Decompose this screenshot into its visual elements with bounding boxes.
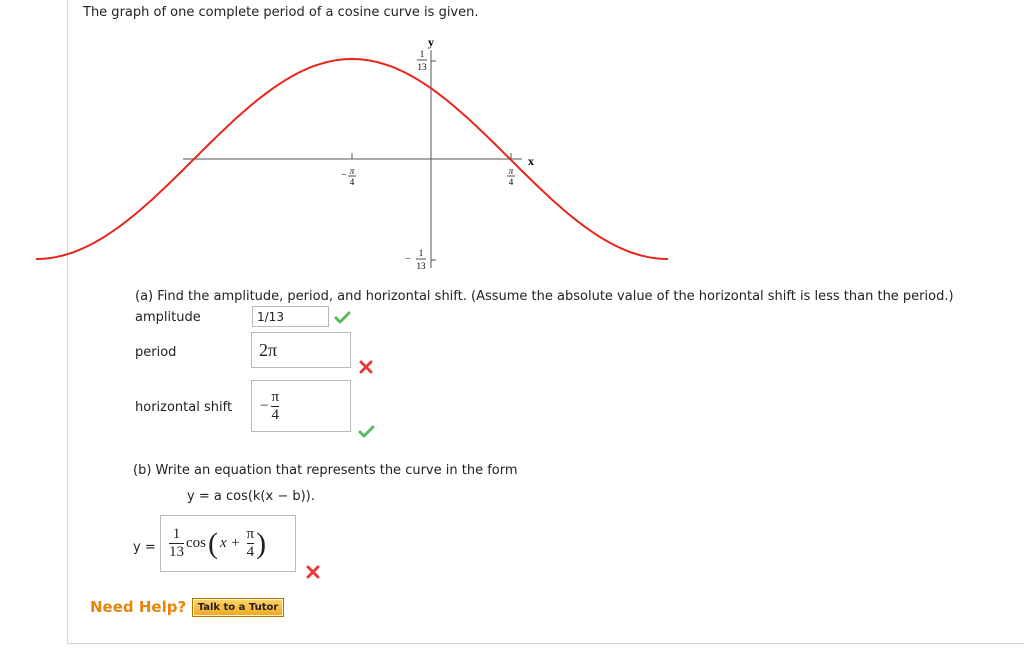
y-top-num: 1 xyxy=(419,49,425,59)
cosine-graph xyxy=(0,0,1024,290)
correct-check-icon xyxy=(334,311,352,325)
part-b-prompt: (b) Write an equation that represents the curve in the form xyxy=(133,463,518,478)
shift-sign: − xyxy=(260,397,269,414)
eq-var: x + xyxy=(220,535,241,551)
y-top-den: 13 xyxy=(417,62,427,72)
x-axis-label: x xyxy=(528,154,534,168)
amplitude-label: amplitude xyxy=(135,310,201,325)
y-bottom-sign: − xyxy=(405,254,411,265)
right-paren: ) xyxy=(256,526,267,560)
part-a-prompt: (a) Find the amplitude, period, and horizontal shift. (Assume the absolute value of the horizontal shift is less than the period.) xyxy=(135,289,954,304)
amplitude-input[interactable]: 1/13 xyxy=(252,306,329,327)
horizontal-shift-input[interactable] xyxy=(251,380,351,432)
period-input[interactable]: 2π xyxy=(251,332,351,368)
coef-den: 13 xyxy=(169,544,184,560)
correct-check-icon xyxy=(358,425,376,439)
y-bottom-den: 13 xyxy=(416,261,426,271)
x-left-num: π xyxy=(349,166,355,176)
incorrect-x-icon xyxy=(306,565,320,579)
talk-to-tutor-button[interactable]: Talk to a Tutor xyxy=(192,598,284,617)
left-paren: ( xyxy=(208,526,218,560)
x-right-num: π xyxy=(508,166,514,176)
shift-fraction xyxy=(271,389,279,424)
y-axis-label: y xyxy=(428,35,434,49)
x-right-den: 4 xyxy=(508,177,514,187)
eq-shift-fraction xyxy=(247,526,255,561)
coef-fraction xyxy=(169,526,184,561)
shift-den: 4 xyxy=(271,406,279,423)
period-label: period xyxy=(135,345,177,360)
y-equals-label: y = xyxy=(133,540,156,555)
equation-input[interactable] xyxy=(160,515,296,572)
coef-num: 1 xyxy=(172,526,181,542)
eq-shift-num: π xyxy=(246,526,255,542)
problem-intro: The graph of one complete period of a cosine curve is given. xyxy=(83,5,479,20)
y-bottom-num: 1 xyxy=(418,248,424,258)
incorrect-x-icon xyxy=(359,360,373,374)
shift-label: horizontal shift xyxy=(135,400,233,415)
x-left-den: 4 xyxy=(349,177,355,187)
need-help-label: Need Help? xyxy=(90,598,187,616)
shift-num: π xyxy=(271,388,280,405)
cos-func: cos xyxy=(186,535,206,551)
eq-shift-den: 4 xyxy=(246,544,255,560)
equation-form: y = a cos(k(x − b)). xyxy=(187,489,315,504)
x-left-sign: − xyxy=(341,170,347,181)
